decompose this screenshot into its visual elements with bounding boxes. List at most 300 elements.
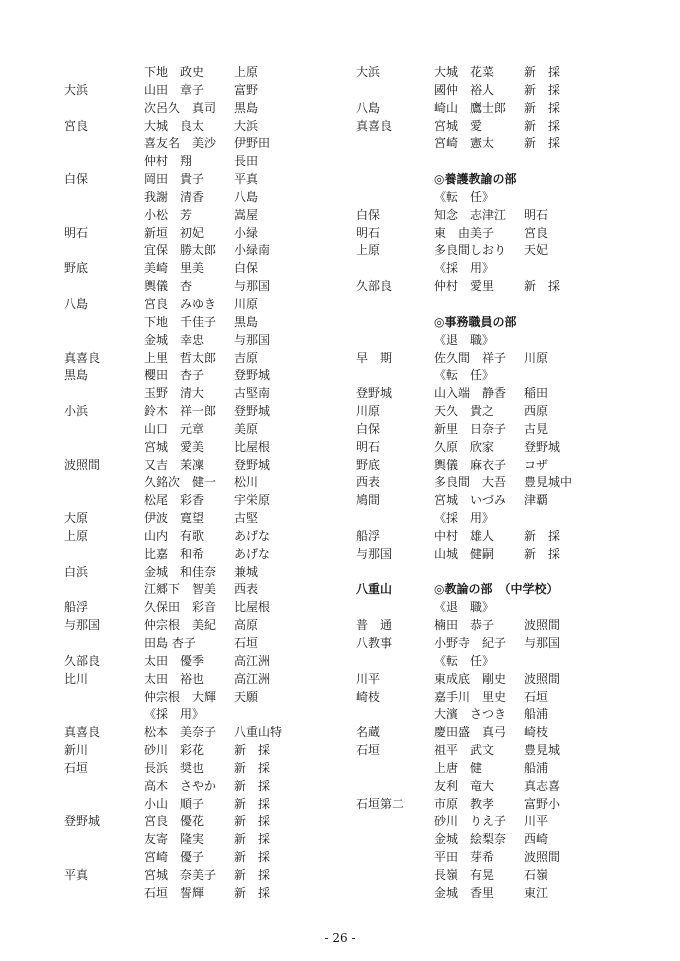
personnel-row	[64, 653, 334, 671]
person-name: 新垣 初妃	[144, 225, 205, 240]
previous-school: 川原	[524, 350, 549, 365]
school-name: 八島	[64, 296, 89, 311]
person-name: 仲宗根 美紀	[144, 618, 217, 633]
person-name: 佐久間 祥子	[434, 350, 507, 365]
personnel-row	[64, 189, 334, 207]
previous-school: 新 採	[234, 814, 271, 829]
personnel-row	[356, 617, 636, 635]
school-name: 登野城	[64, 814, 101, 829]
previous-school: 宇栄原	[234, 493, 271, 508]
person-name: 伊波 寛望	[144, 511, 205, 526]
person-name: 宮城 愛美	[144, 439, 205, 454]
previous-school: 松川	[234, 475, 259, 490]
personnel-row	[64, 314, 334, 332]
personnel-row	[64, 135, 334, 153]
previous-school: 新 採	[524, 136, 561, 151]
person-name: 長嶺 有晃	[434, 867, 495, 882]
personnel-row	[356, 671, 636, 689]
person-name: 知念 志津江	[434, 207, 507, 222]
personnel-row	[356, 635, 636, 653]
personnel-row	[356, 742, 636, 760]
previous-school: 船浦	[524, 760, 549, 775]
previous-school: 石垣	[234, 636, 259, 650]
previous-school: 石嶺	[524, 867, 549, 882]
previous-school: 新 採	[234, 885, 271, 900]
personnel-row	[64, 296, 334, 314]
school-name: 白保	[64, 172, 89, 187]
previous-school: 石垣	[524, 689, 549, 704]
subsection-heading	[356, 653, 636, 671]
school-name: 鳩間	[356, 493, 381, 508]
person-name: 砂川 彩花	[144, 743, 205, 758]
personnel-row	[64, 742, 334, 760]
previous-school: コザ	[524, 457, 549, 472]
personnel-row	[64, 171, 334, 189]
person-name: 長浜 奨也	[144, 760, 205, 775]
personnel-row	[64, 724, 334, 742]
person-name: 玉野 清大	[144, 386, 205, 401]
subsection-heading	[356, 260, 636, 278]
school-name: 波照間	[64, 457, 101, 472]
previous-school: 長田	[234, 154, 259, 169]
previous-school: 稲田	[524, 386, 549, 401]
previous-school: 比屋根	[234, 600, 271, 615]
school-name: 新川	[64, 743, 89, 758]
person-name: 新里 日奈子	[434, 421, 507, 436]
personnel-row	[64, 403, 334, 421]
person-name: 慶田盛 真弓	[434, 725, 507, 740]
previous-school: 古堅	[234, 511, 259, 526]
person-name: 比嘉 和希	[144, 546, 205, 561]
person-name: 輿儀 杏	[144, 279, 193, 294]
person-name: 金城 絵梨奈	[434, 832, 507, 847]
person-name: 江郷下 智美	[144, 582, 217, 597]
school-name: 黒島	[64, 368, 89, 383]
previous-school: 小緑南	[234, 243, 271, 258]
previous-school: 津覇	[524, 493, 549, 508]
previous-school: 新 採	[524, 100, 561, 115]
personnel-row	[356, 225, 636, 243]
school-name: 大原	[64, 511, 89, 526]
personnel-row	[64, 82, 334, 100]
previous-school: 東江	[524, 885, 549, 900]
personnel-row	[356, 64, 636, 82]
personnel-row	[64, 100, 334, 118]
person-name: 《退 職》	[434, 332, 495, 347]
previous-school: 高江洲	[234, 653, 271, 668]
personnel-row	[356, 564, 636, 582]
person-name: 岡田 貴子	[144, 172, 205, 187]
section-heading	[356, 171, 636, 189]
personnel-row	[356, 831, 636, 849]
school-name: 上原	[64, 528, 89, 543]
school-name: 西表	[356, 475, 381, 490]
personnel-row	[64, 849, 334, 867]
school-name: 船浮	[64, 600, 89, 615]
previous-school: 黒島	[234, 100, 259, 115]
person-name: 太田 優季	[144, 653, 205, 668]
person-name: 田島 杏子	[144, 636, 196, 650]
personnel-row	[356, 278, 636, 296]
previous-school: 平真	[234, 172, 259, 187]
school-name: 八重山	[356, 582, 393, 597]
previous-school: 登野城	[524, 439, 561, 454]
person-name: ◎養護教諭の部	[434, 172, 517, 187]
previous-school: 真志喜	[524, 778, 561, 793]
personnel-row	[64, 617, 334, 635]
previous-school: 新 採	[524, 82, 561, 97]
person-name: 《転 任》	[434, 189, 495, 204]
person-name: 金城 和佳奈	[144, 564, 217, 579]
person-name: 東成底 剛史	[434, 671, 507, 686]
person-name: 石垣 誓輝	[144, 885, 205, 900]
person-name: 宮城 いづみ	[434, 493, 507, 508]
personnel-row	[356, 706, 636, 724]
person-name: 次呂久 真司	[144, 100, 217, 115]
person-name: 嘉手川 里史	[434, 689, 507, 704]
school-name: 崎枝	[356, 689, 381, 704]
school-name: 川原	[356, 404, 381, 419]
previous-school: 伊野田	[234, 136, 271, 151]
previous-school: 高江洲	[234, 671, 271, 686]
personnel-row	[356, 82, 636, 100]
personnel-row	[64, 64, 334, 82]
personnel-row	[64, 350, 334, 368]
personnel-row	[64, 439, 334, 457]
personnel-row	[64, 564, 334, 582]
personnel-row	[64, 367, 334, 385]
person-name: 我謝 清香	[144, 189, 205, 204]
school-name: 比川	[64, 671, 89, 686]
personnel-row	[356, 385, 636, 403]
school-name: 平真	[64, 867, 89, 882]
personnel-row	[64, 528, 334, 546]
person-name: 鈴木 祥一郎	[144, 404, 217, 419]
person-name: 《退 職》	[434, 600, 495, 615]
personnel-row	[64, 778, 334, 796]
previous-school: 天願	[234, 689, 259, 704]
personnel-row	[64, 332, 334, 350]
previous-school: 明石	[524, 207, 549, 222]
personnel-row	[64, 635, 334, 653]
person-name: 中村 雄人	[434, 528, 495, 543]
personnel-row	[356, 760, 636, 778]
school-name: 普 通	[356, 618, 393, 633]
school-name: 明石	[356, 439, 381, 454]
person-name: 楠田 恭子	[434, 618, 495, 633]
previous-school: 天妃	[524, 243, 549, 258]
person-name: 砂川 りえ子	[434, 814, 507, 829]
person-name: 金城 幸忠	[144, 332, 205, 347]
previous-school: 比屋根	[234, 439, 271, 454]
personnel-row	[356, 492, 636, 510]
previous-school: 古堅南	[234, 386, 271, 401]
personnel-row	[356, 689, 636, 707]
previous-school: 西原	[524, 404, 549, 419]
person-name: 松本 美奈子	[144, 725, 217, 740]
person-name: 山田 章子	[144, 82, 205, 97]
personnel-row	[64, 474, 334, 492]
previous-school: 豊見城中	[524, 475, 573, 490]
personnel-row	[64, 153, 334, 171]
school-name: 石垣	[64, 760, 89, 775]
person-name: 仲村 愛里	[434, 279, 495, 294]
person-name: 宮崎 優子	[144, 850, 205, 865]
school-name: 明石	[64, 225, 89, 240]
previous-school: 新 採	[524, 118, 561, 133]
previous-school: 与那国	[234, 332, 271, 347]
previous-school: 新 採	[524, 528, 561, 543]
person-name: 久銘次 健一	[144, 475, 217, 490]
previous-school: 古見	[524, 421, 549, 436]
person-name: 《採 用》	[434, 511, 495, 526]
section-heading	[356, 314, 636, 332]
personnel-row	[64, 885, 334, 903]
school-name: 大浜	[356, 65, 381, 79]
personnel-row	[64, 689, 334, 707]
school-name: 八島	[356, 100, 381, 115]
person-name: 美崎 里美	[144, 261, 205, 276]
person-name: 多良間しおり	[434, 243, 507, 258]
personnel-row	[64, 813, 334, 831]
person-name: 東 由美子	[434, 225, 495, 240]
personnel-row	[64, 492, 334, 510]
previous-school: 新 採	[524, 279, 561, 294]
personnel-row	[356, 207, 636, 225]
person-name: ◎事務職員の部	[434, 314, 517, 329]
previous-school: 与那国	[234, 279, 271, 294]
person-name: 市原 教孝	[434, 796, 495, 811]
school-name: 真喜良	[356, 118, 393, 133]
personnel-row	[356, 867, 636, 885]
personnel-row	[356, 153, 636, 171]
previous-school: 白保	[234, 261, 259, 276]
school-name: 与那国	[64, 618, 101, 633]
personnel-row	[64, 385, 334, 403]
personnel-row	[356, 118, 636, 136]
school-name: 川平	[356, 671, 381, 686]
personnel-row	[356, 528, 636, 546]
personnel-row	[356, 100, 636, 118]
person-name: 山口 元章	[144, 421, 205, 436]
school-name: 登野城	[356, 386, 393, 401]
school-name: 小浜	[64, 404, 89, 419]
school-name: 宮良	[64, 118, 89, 133]
person-name: 櫻田 杏子	[144, 368, 205, 383]
personnel-row	[64, 260, 334, 278]
person-name: 喜友名 美沙	[144, 136, 217, 151]
person-name: 友利 竜大	[434, 778, 495, 793]
person-name: 國仲 裕人	[434, 82, 495, 97]
previous-school: 新 採	[234, 743, 271, 758]
previous-school: 崎枝	[524, 725, 549, 740]
person-name: 宮城 奈美子	[144, 867, 217, 882]
school-name: 真喜良	[64, 350, 101, 365]
school-name: 船浮	[356, 528, 381, 543]
person-name: 宮崎 憲太	[434, 136, 495, 151]
person-name: 上唐 健	[434, 760, 483, 775]
school-name: 白保	[356, 207, 381, 222]
previous-school: 新 採	[234, 832, 271, 847]
person-name: 金城 香里	[434, 885, 495, 900]
person-name: 輿儀 麻衣子	[434, 457, 507, 472]
person-name: 宜保 勝太郎	[144, 243, 217, 258]
previous-school: 八島	[234, 189, 259, 204]
previous-school: 大浜	[234, 118, 259, 133]
previous-school: 与那国	[524, 636, 561, 650]
subsection-heading	[356, 332, 636, 350]
personnel-row	[64, 278, 334, 296]
personnel-row	[64, 760, 334, 778]
person-name: 山入端 静香	[434, 386, 507, 401]
previous-school: 西崎	[524, 832, 549, 847]
person-name: 《転 任》	[434, 368, 495, 383]
person-name: 高木 さやか	[144, 778, 217, 793]
previous-school: あげな	[234, 546, 271, 561]
person-name: 小松 芳	[144, 207, 193, 222]
person-name: 宮城 愛	[434, 118, 483, 133]
person-name: 大城 良太	[144, 118, 205, 133]
personnel-row	[64, 796, 334, 814]
left-column	[64, 64, 334, 903]
person-name: 平田 芽希	[434, 850, 495, 865]
person-name: 宮良 みゆき	[144, 296, 217, 311]
personnel-row	[64, 867, 334, 885]
school-name: 大浜	[64, 82, 89, 97]
person-name: 仲村 翔	[144, 154, 193, 169]
person-name: 《転 任》	[434, 653, 495, 668]
school-name: 白浜	[64, 564, 89, 579]
subsection-heading	[64, 706, 334, 724]
person-name: 《採 用》	[434, 261, 495, 276]
personnel-row	[64, 671, 334, 689]
previous-school: 新 採	[234, 796, 271, 811]
previous-school: 新 採	[524, 65, 561, 79]
subsection-heading	[356, 599, 636, 617]
school-name: 明石	[356, 225, 381, 240]
personnel-row	[356, 546, 636, 564]
previous-school: 登野城	[234, 368, 271, 383]
previous-school: 川原	[234, 296, 259, 311]
previous-school: 波照間	[524, 671, 561, 686]
personnel-row	[356, 885, 636, 903]
person-name: 久保田 彩音	[144, 600, 217, 615]
previous-school: 黒島	[234, 314, 259, 329]
personnel-row	[64, 225, 334, 243]
previous-school: 上原	[234, 65, 259, 79]
personnel-row	[356, 796, 636, 814]
person-name: 大濱 さつき	[434, 707, 507, 722]
personnel-row	[356, 403, 636, 421]
personnel-row	[356, 242, 636, 260]
person-name: 下地 政史	[144, 65, 205, 79]
personnel-row	[64, 457, 334, 475]
person-name: ◎教論の部 （中学校）	[434, 582, 559, 597]
personnel-row	[356, 421, 636, 439]
previous-school: 新 採	[234, 760, 271, 775]
personnel-row	[356, 457, 636, 475]
person-name: 祖平 武文	[434, 743, 495, 758]
previous-school: 船浦	[524, 707, 549, 722]
person-name: 多良間 大吾	[434, 475, 507, 490]
person-name: 松尾 彩香	[144, 493, 205, 508]
personnel-row	[64, 421, 334, 439]
school-name: 白保	[356, 421, 381, 436]
personnel-row	[356, 849, 636, 867]
personnel-row	[64, 546, 334, 564]
previous-school: 新 採	[234, 778, 271, 793]
previous-school: 波照間	[524, 618, 561, 633]
school-name: 与那国	[356, 546, 393, 561]
person-name: 友寄 隆実	[144, 832, 205, 847]
person-name: 山城 健嗣	[434, 546, 495, 561]
school-name: 野底	[64, 261, 89, 276]
subsection-heading	[356, 367, 636, 385]
previous-school: 西表	[234, 582, 259, 597]
previous-school: 宮良	[524, 225, 549, 240]
previous-school: 波照間	[524, 850, 561, 865]
previous-school: 美原	[234, 421, 259, 436]
subsection-heading	[356, 510, 636, 528]
person-name: 崎山 鷹士郎	[434, 100, 507, 115]
personnel-row	[64, 510, 334, 528]
person-name: 太田 裕也	[144, 671, 205, 686]
personnel-row	[64, 599, 334, 617]
school-name: 久部良	[64, 653, 101, 668]
person-name: 下地 千佳子	[144, 314, 217, 329]
previous-school: 豊見城	[524, 743, 561, 758]
school-name: 八教事	[356, 636, 393, 650]
person-name: 宮良 優花	[144, 814, 205, 829]
previous-school: 八重山特	[234, 725, 283, 740]
personnel-row	[356, 439, 636, 457]
previous-school: 川平	[524, 814, 549, 829]
person-name: 山内 有歌	[144, 528, 205, 543]
school-name: 石垣第二	[356, 796, 405, 811]
previous-school: 吉原	[234, 350, 259, 365]
previous-school: 新 採	[234, 850, 271, 865]
school-name: 上原	[356, 243, 381, 258]
person-name: 天久 貴之	[434, 404, 495, 419]
person-name: 又吉 茉凜	[144, 457, 205, 472]
previous-school: 兼城	[234, 564, 259, 579]
person-name: 仲宗根 大輝	[144, 689, 217, 704]
personnel-row	[356, 813, 636, 831]
right-column	[356, 64, 636, 903]
previous-school: 新 採	[524, 546, 561, 561]
personnel-row	[356, 296, 636, 314]
personnel-row	[64, 831, 334, 849]
personnel-row	[64, 207, 334, 225]
personnel-row	[356, 724, 636, 742]
personnel-row	[356, 778, 636, 796]
previous-school: 登野城	[234, 457, 271, 472]
subsection-heading	[356, 189, 636, 207]
personnel-row	[64, 118, 334, 136]
previous-school: 新 採	[234, 867, 271, 882]
previous-school: 高原	[234, 618, 259, 633]
page-number: - 26 -	[324, 931, 356, 945]
section-heading	[356, 581, 636, 599]
personnel-row	[356, 135, 636, 153]
personnel-row	[64, 242, 334, 260]
school-name: 野底	[356, 457, 381, 472]
school-name: 久部良	[356, 279, 393, 294]
school-name: 真喜良	[64, 725, 101, 740]
person-name: 《採 用》	[144, 707, 205, 722]
previous-school: あげな	[234, 528, 271, 543]
previous-school: 富野小	[524, 796, 561, 811]
